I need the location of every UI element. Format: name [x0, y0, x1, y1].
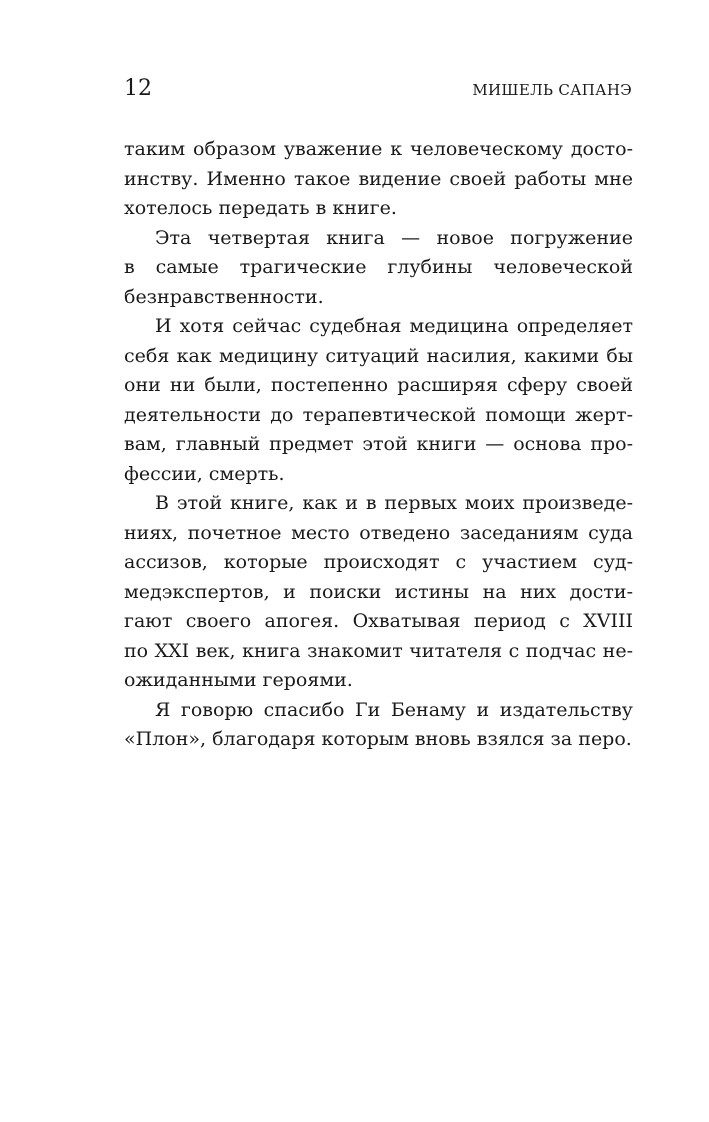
text-line: Эта четвертая книга — новое погружение [155, 226, 633, 249]
text-line: таким образом уважение к человеческому досто- [124, 138, 633, 160]
text-line: ассизов, которые происходят с участием суд- [124, 551, 633, 573]
text-line: ожиданными героями. [124, 669, 353, 691]
text-line: по XXI век, книга знакомит читателя с подчас не- [124, 639, 633, 662]
text-line: И хотя сейчас судебная медицина определяет [155, 315, 633, 337]
page-number: 12 [124, 76, 152, 101]
paragraph [124, 135, 633, 224]
text-line: себя как медицину ситуаций насилия, какими бы [124, 344, 633, 367]
paragraph [124, 312, 633, 489]
paragraph [124, 224, 633, 313]
text-line: хотелось передать в книге. [124, 197, 397, 219]
paragraph [124, 489, 633, 696]
text-line: ниях, почетное место отведено заседаниям суда [124, 521, 633, 544]
text-line: безнравственности. [124, 285, 324, 308]
text-line: фессии, смерть. [124, 462, 285, 485]
text-line: вам, главный предмет этой книги — основа про- [124, 433, 633, 455]
text-line: они ни были, постепенно расширяя сферу своей [124, 374, 633, 396]
text-line: Я говорю спасибо Ги Бенаму и издательству [155, 698, 633, 721]
text-line: «Плон», благодаря которым вновь взялся за перо. [124, 728, 632, 750]
text-line: медэкспертов, и поиски истины на них дости- [124, 580, 633, 603]
body-text [124, 135, 633, 755]
running-head-author: МИШЕЛЬ САПАНЭ [472, 81, 632, 99]
paragraph [124, 696, 633, 755]
text-line: деятельности до терапевтической помощи жерт- [124, 403, 633, 426]
text-line: инству. Именно такое видение своей работы мне [124, 167, 633, 190]
text-line: в самые трагические глубины человеческой [124, 256, 633, 278]
text-line: гают своего апогея. Охватывая период с XVIII [124, 610, 633, 632]
text-line: В этой книге, как и в первых моих произведе- [155, 492, 633, 514]
